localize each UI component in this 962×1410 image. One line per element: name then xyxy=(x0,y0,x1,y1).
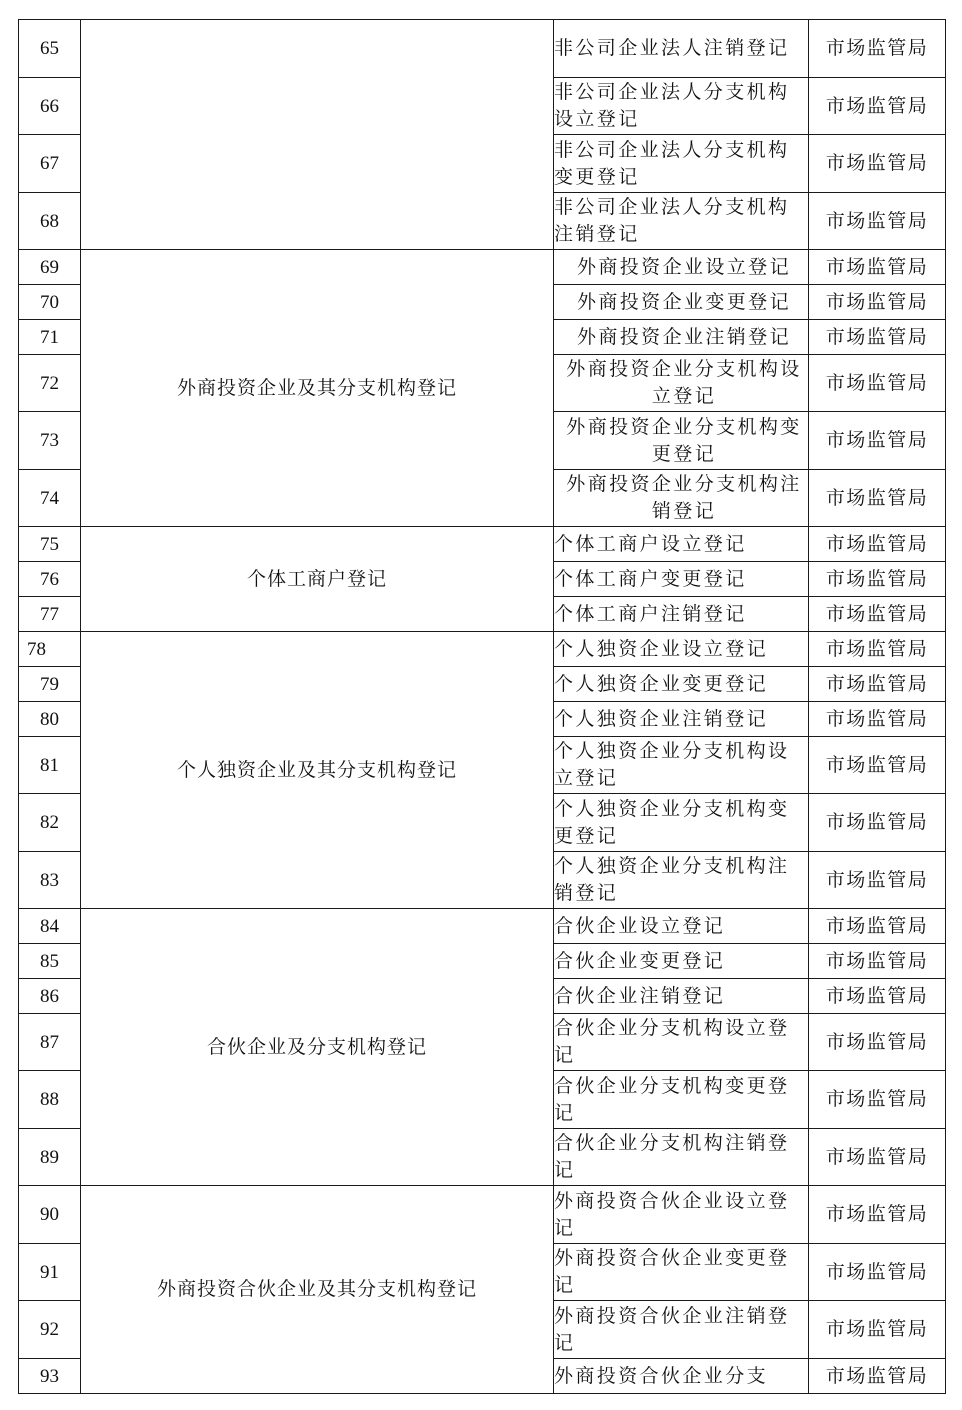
item-name: 非公司企业法人分支机构设立登记 xyxy=(554,78,809,135)
department-cell: 市场监管局 xyxy=(809,412,946,470)
department-cell: 市场监管局 xyxy=(809,78,946,135)
table-row xyxy=(19,909,946,944)
row-number: 81 xyxy=(19,737,81,794)
item-name: 外商投资企业变更登记 xyxy=(554,285,809,320)
row-number: 83 xyxy=(19,852,81,909)
row-number: 87 xyxy=(19,1014,81,1071)
row-number: 77 xyxy=(19,597,81,632)
row-number: 80 xyxy=(19,702,81,737)
department-cell: 市场监管局 xyxy=(809,250,946,285)
department-cell: 市场监管局 xyxy=(809,355,946,412)
item-name: 合伙企业分支机构注销登记 xyxy=(554,1129,809,1186)
item-name: 合伙企业分支机构设立登记 xyxy=(554,1014,809,1071)
item-name: 外商投资合伙企业设立登记 xyxy=(554,1186,809,1244)
department-cell: 市场监管局 xyxy=(809,1244,946,1301)
department-cell: 市场监管局 xyxy=(809,527,946,562)
item-name: 个人独资企业分支机构变更登记 xyxy=(554,794,809,852)
department-cell: 市场监管局 xyxy=(809,852,946,909)
department-cell: 市场监管局 xyxy=(809,1071,946,1129)
row-number: 74 xyxy=(19,470,81,527)
row-number: 71 xyxy=(19,320,81,355)
department-cell: 市场监管局 xyxy=(809,562,946,597)
item-name: 个人独资企业分支机构注销登记 xyxy=(554,852,809,909)
item-name: 个体工商户变更登记 xyxy=(554,562,809,597)
table-row xyxy=(19,250,946,285)
department-cell: 市场监管局 xyxy=(809,1359,946,1394)
table-row xyxy=(19,20,946,78)
department-cell: 市场监管局 xyxy=(809,1186,946,1244)
row-number: 84 xyxy=(19,909,81,944)
item-name: 外商投资合伙企业分支 xyxy=(554,1359,809,1394)
item-name: 非公司企业法人分支机构变更登记 xyxy=(554,135,809,193)
category-cell: 个体工商户登记 xyxy=(81,527,554,632)
department-cell: 市场监管局 xyxy=(809,632,946,667)
item-name: 非公司企业法人注销登记 xyxy=(554,20,809,78)
row-number: 82 xyxy=(19,794,81,852)
department-cell: 市场监管局 xyxy=(809,193,946,250)
department-cell: 市场监管局 xyxy=(809,909,946,944)
row-number: 88 xyxy=(19,1071,81,1129)
row-number: 72 xyxy=(19,355,81,412)
row-number: 70 xyxy=(19,285,81,320)
row-number: 93 xyxy=(19,1359,81,1394)
item-name: 个体工商户注销登记 xyxy=(554,597,809,632)
row-number: 91 xyxy=(19,1244,81,1301)
department-cell: 市场监管局 xyxy=(809,135,946,193)
table-body xyxy=(19,20,946,1394)
department-cell: 市场监管局 xyxy=(809,667,946,702)
item-name: 个人独资企业注销登记 xyxy=(554,702,809,737)
item-name: 个体工商户设立登记 xyxy=(554,527,809,562)
row-number: 92 xyxy=(19,1301,81,1359)
row-number: 76 xyxy=(19,562,81,597)
category-cell: 个人独资企业及其分支机构登记 xyxy=(81,632,554,909)
department-cell: 市场监管局 xyxy=(809,944,946,979)
item-name: 合伙企业变更登记 xyxy=(554,944,809,979)
department-cell: 市场监管局 xyxy=(809,1129,946,1186)
row-number: 79 xyxy=(19,667,81,702)
item-name: 外商投资企业分支机构注销登记 xyxy=(554,470,809,527)
category-cell: 外商投资企业及其分支机构登记 xyxy=(81,250,554,527)
department-cell: 市场监管局 xyxy=(809,285,946,320)
department-cell: 市场监管局 xyxy=(809,737,946,794)
row-number: 67 xyxy=(19,135,81,193)
department-cell: 市场监管局 xyxy=(809,320,946,355)
item-name: 个人独资企业设立登记 xyxy=(554,632,809,667)
row-number: 89 xyxy=(19,1129,81,1186)
department-cell: 市场监管局 xyxy=(809,597,946,632)
item-name: 个人独资企业变更登记 xyxy=(554,667,809,702)
department-cell: 市场监管局 xyxy=(809,470,946,527)
department-cell: 市场监管局 xyxy=(809,20,946,78)
row-number: 85 xyxy=(19,944,81,979)
item-name: 合伙企业分支机构变更登记 xyxy=(554,1071,809,1129)
department-cell: 市场监管局 xyxy=(809,1301,946,1359)
department-cell: 市场监管局 xyxy=(809,979,946,1014)
row-number: 65 xyxy=(19,20,81,78)
department-cell: 市场监管局 xyxy=(809,702,946,737)
item-name: 合伙企业设立登记 xyxy=(554,909,809,944)
item-name: 外商投资企业分支机构设立登记 xyxy=(554,355,809,412)
item-name: 个人独资企业分支机构设立登记 xyxy=(554,737,809,794)
row-number: 68 xyxy=(19,193,81,250)
row-number: 69 xyxy=(19,250,81,285)
department-cell: 市场监管局 xyxy=(809,1014,946,1071)
table-row xyxy=(19,527,946,562)
category-cell xyxy=(81,20,554,250)
matters-table xyxy=(18,19,946,1394)
row-number: 78 xyxy=(19,632,81,667)
row-number: 86 xyxy=(19,979,81,1014)
table-row xyxy=(19,632,946,667)
item-name: 外商投资企业设立登记 xyxy=(554,250,809,285)
table-row xyxy=(19,1186,946,1244)
item-name: 外商投资企业注销登记 xyxy=(554,320,809,355)
row-number: 73 xyxy=(19,412,81,470)
item-name: 外商投资合伙企业变更登记 xyxy=(554,1244,809,1301)
row-number: 66 xyxy=(19,78,81,135)
category-cell: 合伙企业及分支机构登记 xyxy=(81,909,554,1186)
item-name: 外商投资合伙企业注销登记 xyxy=(554,1301,809,1359)
row-number: 90 xyxy=(19,1186,81,1244)
item-name: 外商投资企业分支机构变更登记 xyxy=(554,412,809,470)
row-number: 75 xyxy=(19,527,81,562)
category-cell: 外商投资合伙企业及其分支机构登记 xyxy=(81,1186,554,1394)
item-name: 合伙企业注销登记 xyxy=(554,979,809,1014)
department-cell: 市场监管局 xyxy=(809,794,946,852)
item-name: 非公司企业法人分支机构注销登记 xyxy=(554,193,809,250)
